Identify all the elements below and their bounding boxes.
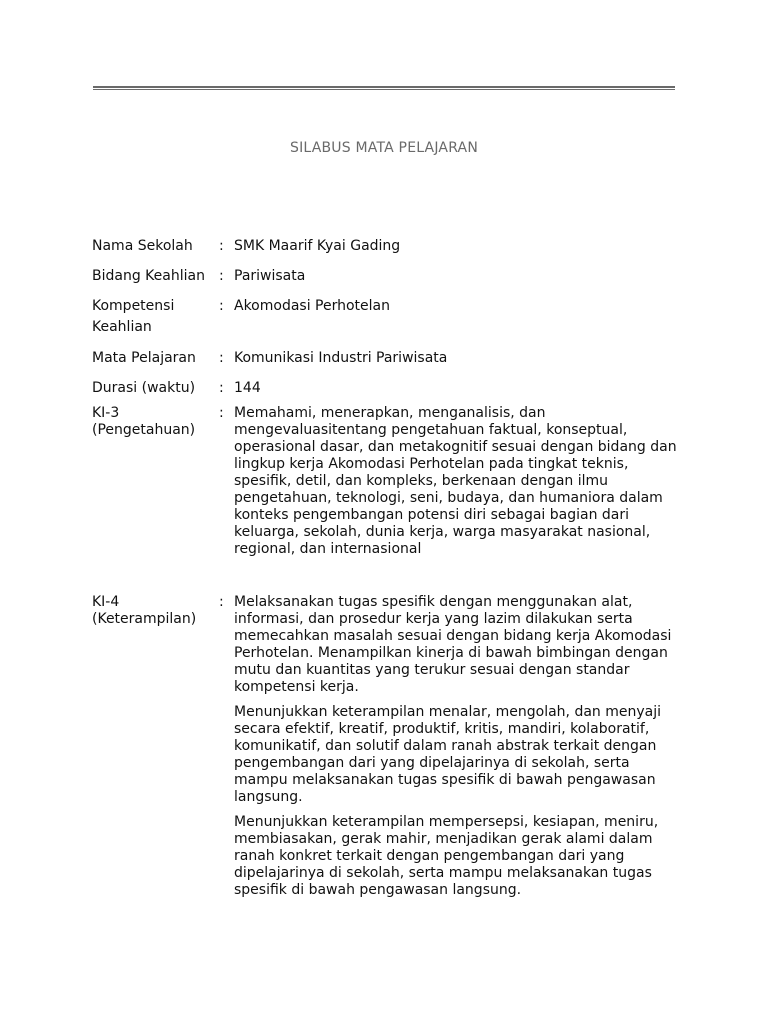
field-separator: : xyxy=(219,298,224,314)
field-value: Akomodasi Perhotelan xyxy=(234,298,391,314)
field-separator: : xyxy=(219,594,224,610)
field-label: KI-3 (Pengetahuan) xyxy=(92,405,196,438)
field-value: 144 xyxy=(234,380,261,396)
ki3-description xyxy=(234,405,680,558)
field-separator: : xyxy=(219,268,224,284)
field-label: Nama Sekolah xyxy=(92,238,193,254)
field-separator: : xyxy=(219,350,224,366)
field-separator: : xyxy=(219,405,224,421)
field-separator: : xyxy=(219,380,224,396)
field-value: Pariwisata xyxy=(234,268,306,284)
field-label: Mata Pelajaran xyxy=(92,350,196,366)
field-label: Kompetensi Keahlian xyxy=(92,298,175,335)
field-separator: : xyxy=(219,238,224,254)
ki4-description xyxy=(234,594,680,899)
document-title: SILABUS MATA PELAJARAN xyxy=(289,140,479,156)
ki4-paragraph-3: Menunjukkan keterampilan mempersepsi, kesiapan, meniru, membiasakan, gerak mahir, menjadikan gerak alami dalam ranah konkret terkait dengan pengembangan dari yang dipelajarinya di sekolah, serta mampu melaksanakan tugas spesifik di bawah pengawasan langsung. xyxy=(234,814,659,898)
field-label: KI-4 (Keterampilan) xyxy=(92,594,197,627)
field-label: Bidang Keahlian xyxy=(92,268,205,284)
field-label: Durasi (waktu) xyxy=(92,380,196,396)
field-value: SMK Maarif Kyai Gading xyxy=(234,238,401,254)
ki4-paragraph-2: Menunjukkan keterampilan menalar, mengolah, dan menyaji secara efektif, kreatif, produktif, kritis, mandiri, kolaboratif, komunikatif, dan solutif dalam ranah abstrak terkait dengan pengembangan dari yang dipelajarinya di sekolah, serta mampu melaksanakan tugas spesifik di bawah pengawasan langsung. xyxy=(234,704,662,805)
header-rule xyxy=(93,86,675,90)
field-value: Komunikasi Industri Pariwisata xyxy=(234,350,448,366)
ki4-paragraph-1: Melaksanakan tugas spesifik dengan menggunakan alat, informasi, dan prosedur kerja yang lazim dilakukan serta memecahkan masalah sesuai dengan bidang kerja Akomodasi Perhotelan. Menampilkan kinerja di bawah bimbingan dengan mutu dan kuantitas yang terukur sesuai dengan standar kompetensi kerja. xyxy=(234,594,672,695)
ki3-paragraph: Memahami, menerapkan, menganalisis, dan mengevaluasitentang pengetahuan faktual, konseptual, operasional dasar, dan metakognitif sesuai dengan bidang dan lingkup kerja Akomodasi Perhotelan pada tingkat teknis, spesifik, detil, dan kompleks, berkenaan dengan ilmu pengetahuan, teknologi, seni, budaya, dan humaniora dalam konteks pengembangan potensi diri sebagai bagian dari keluarga, sekolah, dunia kerja, warga masyarakat nasional, regional, dan internasional xyxy=(234,405,677,557)
